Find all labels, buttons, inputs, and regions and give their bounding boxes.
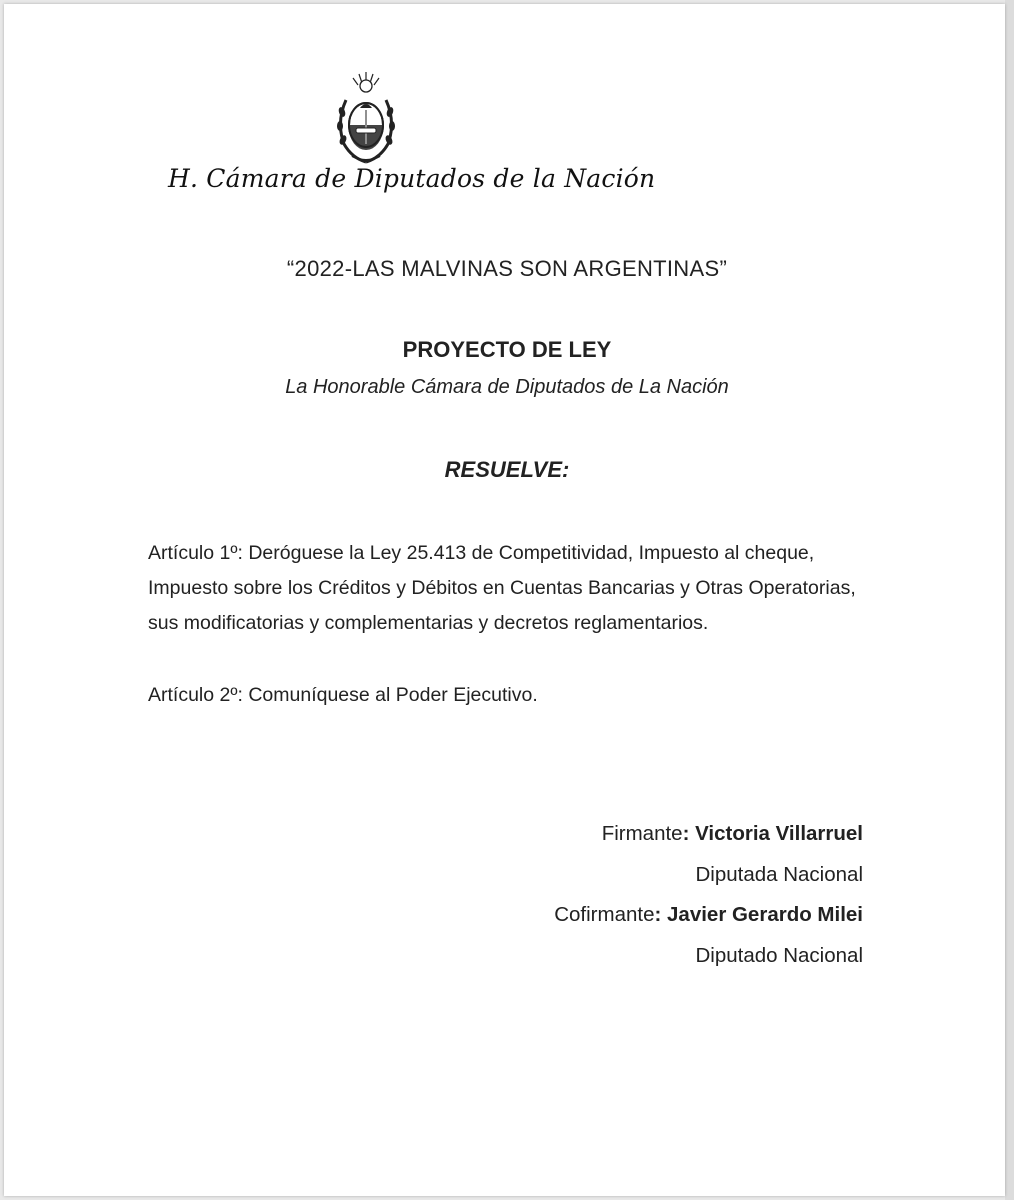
signatory-1-line [602,822,863,846]
document-title: PROYECTO DE LEY [402,337,612,362]
article-1: Artículo 1º: Deróguese la Ley 25.413 de Competitividad, Impuesto al cheque, Impuesto sobre los Créditos y Débitos en Cuentas Bancarias y Otras Operatorias, sus modificatorias y complementarias y decretos reglamentarios. [148,542,856,634]
argentine-coat-of-arms-icon [332,70,400,166]
signatory-1-name: Victoria Villarruel [695,822,863,845]
document-motto: “2022-LAS MALVINAS SON ARGENTINAS” [286,256,728,281]
signatory-2-title: Diputado Nacional [695,944,863,967]
document-subtitle: La Honorable Cámara de Diputados de La Nación [285,376,729,398]
page-edge [1005,0,1014,1200]
signatory-2-line [554,903,863,927]
signatory-2-name: Javier Gerardo Milei [667,903,863,926]
signatory-1-role: Firmante [601,822,683,845]
signatory-2-role: Cofirmante [554,903,655,926]
article-2: Artículo 2º: Comuníquese al Poder Ejecutivo. [148,684,538,706]
signatory-1-separator: : [682,822,696,845]
signatory-2-separator: : [654,903,668,926]
resolves-heading: RESUELVE: [444,457,570,482]
chamber-name: H. Cámara de Diputados de la Nación [168,164,656,193]
signatory-1-title: Diputada Nacional [695,863,863,886]
